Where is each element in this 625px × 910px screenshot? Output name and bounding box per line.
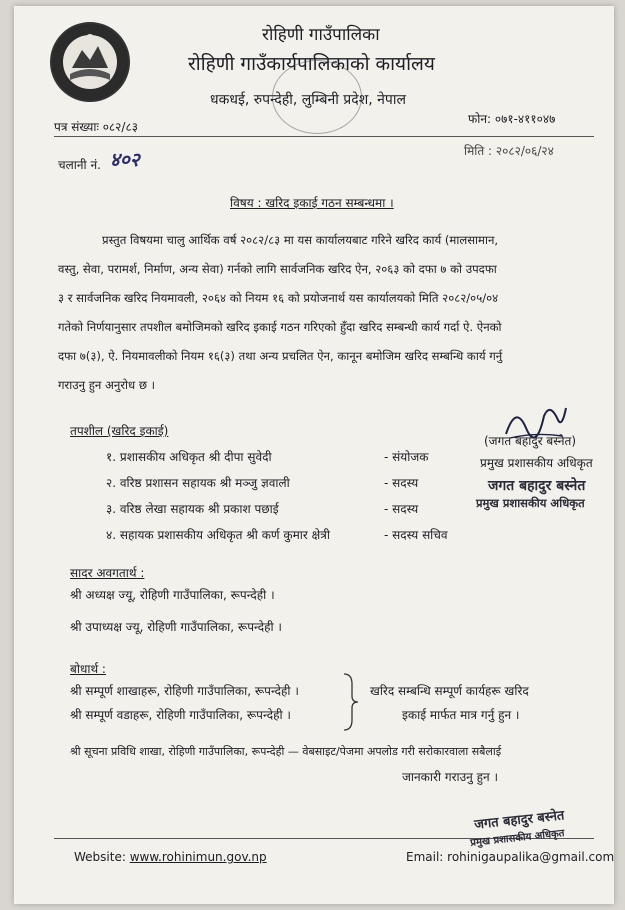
sadar-line: श्री उपाध्यक्ष ज्यू, रोहिणी गाउँपालिका, रूपन्देही । [70, 620, 282, 634]
website-label: Website: [74, 850, 126, 864]
header-phone: फोन: ०७१-४११०४७ [468, 112, 556, 126]
body-line: गतेको निर्णयानुसार तपशील बमोजिमको खरिद इकाई गठन गरिएको हुँदा खरिद सम्बन्धी कार्य गर्दा ऐ. ऐनको [58, 320, 502, 334]
email-link[interactable]: rohinigaupalika@gmail.com [447, 850, 615, 864]
footer-stamp-name: जगत बहादुर बस्नेत [473, 808, 566, 833]
chalani-label: चलानी नं. [58, 158, 101, 172]
email-label: Email: [406, 850, 444, 864]
office-seal-stamp [272, 60, 362, 134]
body-paragraph [58, 226, 502, 400]
body-line: प्रस्तुत विषयमा चालु आर्थिक वर्ष २०८२/८३ मा यस कार्यालयबाट गरिने खरिद कार्य (मालसामान, [102, 233, 499, 247]
nepal-emblem-icon [50, 22, 130, 102]
brace-icon [342, 672, 360, 732]
signature-stamp-name: जगत बहादुर बस्नेत [488, 478, 586, 494]
member-role: - संयोजक [384, 450, 429, 464]
body-line: दफा ७(३), ऐ. नियमावलीको नियम १६(३) तथा अन्य प्रचलित ऐन, कानून बमोजिम खरिद सम्बन्धि कार्य गर्नु [58, 349, 503, 363]
footer-stamp-title: प्रमुख प्रशासकीय अधिकृत [469, 828, 565, 849]
sadar-line: श्री अध्यक्ष ज्यू, रोहिणी गाउँपालिका, रूपन्देही । [70, 588, 275, 602]
member-name: ४. सहायक प्रशासकीय अधिकृत श्री कर्ण कुमार क्षेत्री [106, 528, 330, 542]
body-line: वस्तु, सेवा, परामर्श, निर्माण, अन्य सेवा) गर्नको लागि सार्वजनिक खरिद ऐन, २०६३ को दफा ७ को उपदफा [58, 262, 497, 276]
header-line2: रोहिणी गाउँकार्यपालिकाको कार्यालय [188, 53, 435, 75]
bodhartha-line: श्री सम्पूर्ण वडाहरू, रोहिणी गाउँपालिका, रूपन्देही । [70, 708, 291, 722]
body-line: ३ र सार्वजनिक खरिद नियमावली, २०६४ को नियम १६ को प्रयोजनार्थ यस कार्यालयको मिति २०८२/०५/०४ [58, 291, 499, 305]
bodhartha-line: श्री सम्पूर्ण शाखाहरू, रोहिणी गाउँपालिका, रूपन्देही । [70, 684, 299, 698]
bodhartha-note-line1: खरिद सम्बन्धि सम्पूर्ण कार्यहरू खरिद [370, 684, 529, 698]
header-line3: धकधई, रुपन्देही, लुम्बिनी प्रदेश, नेपाल [210, 92, 406, 108]
it-line1: श्री सूचना प्रविधि शाखा, रोहिणी गाउँपालिका, रूपन्देही — वेबसाइट/पेजमा अपलोड गरी सरोकारवाला सबैलाई [70, 745, 502, 758]
member-name: ३. वरिष्ठ लेखा सहायक श्री प्रकाश पछाई [106, 502, 279, 516]
member-name: १. प्रशासकीय अधिकृत श्री दीपा सुवेदी [106, 450, 272, 464]
sadar-heading: सादर अवगतार्थ : [70, 566, 145, 580]
tapasil-heading: तपशील (खरिद इकाई) [70, 424, 169, 438]
it-line2: जानकारी गराउनु हुन । [402, 770, 499, 784]
member-role: - सदस्य [384, 502, 419, 516]
member-role: - सदस्य [384, 476, 419, 490]
member-name: २. वरिष्ठ प्रशासन सहायक श्री मञ्जु ज्ञवाली [106, 476, 290, 490]
header-line1: रोहिणी गाउँपालिका [262, 25, 380, 45]
header-divider [54, 136, 594, 137]
website-link[interactable]: www.rohinimun.gov.np [129, 850, 267, 864]
subject: विषय : खरिद इकाई गठन सम्बन्धमा । [230, 196, 394, 210]
member-role: - सदस्य सचिव [384, 528, 448, 542]
date: मिति : २०८२/०६/२४ [464, 144, 554, 158]
chalani-number: ४०२ [110, 149, 140, 171]
signatory-name: (जगत बहादुर बस्नेत) [484, 434, 577, 448]
footer-website [74, 850, 267, 864]
bodhartha-heading: बोधार्थ : [70, 662, 106, 676]
signature-stamp-title: प्रमुख प्रशासकीय अधिकृत [476, 496, 585, 510]
patra-sankhya: पत्र संख्याः ०८२/८३ [54, 120, 138, 134]
footer-email [406, 850, 614, 864]
signatory-title: प्रमुख प्रशासकीय अधिकृत [480, 456, 593, 470]
body-line: गराउनु हुन अनुरोध छ । [58, 378, 156, 392]
letter-page [14, 6, 614, 904]
bodhartha-note-line2: इकाई मार्फत मात्र गर्नु हुन । [402, 708, 520, 722]
